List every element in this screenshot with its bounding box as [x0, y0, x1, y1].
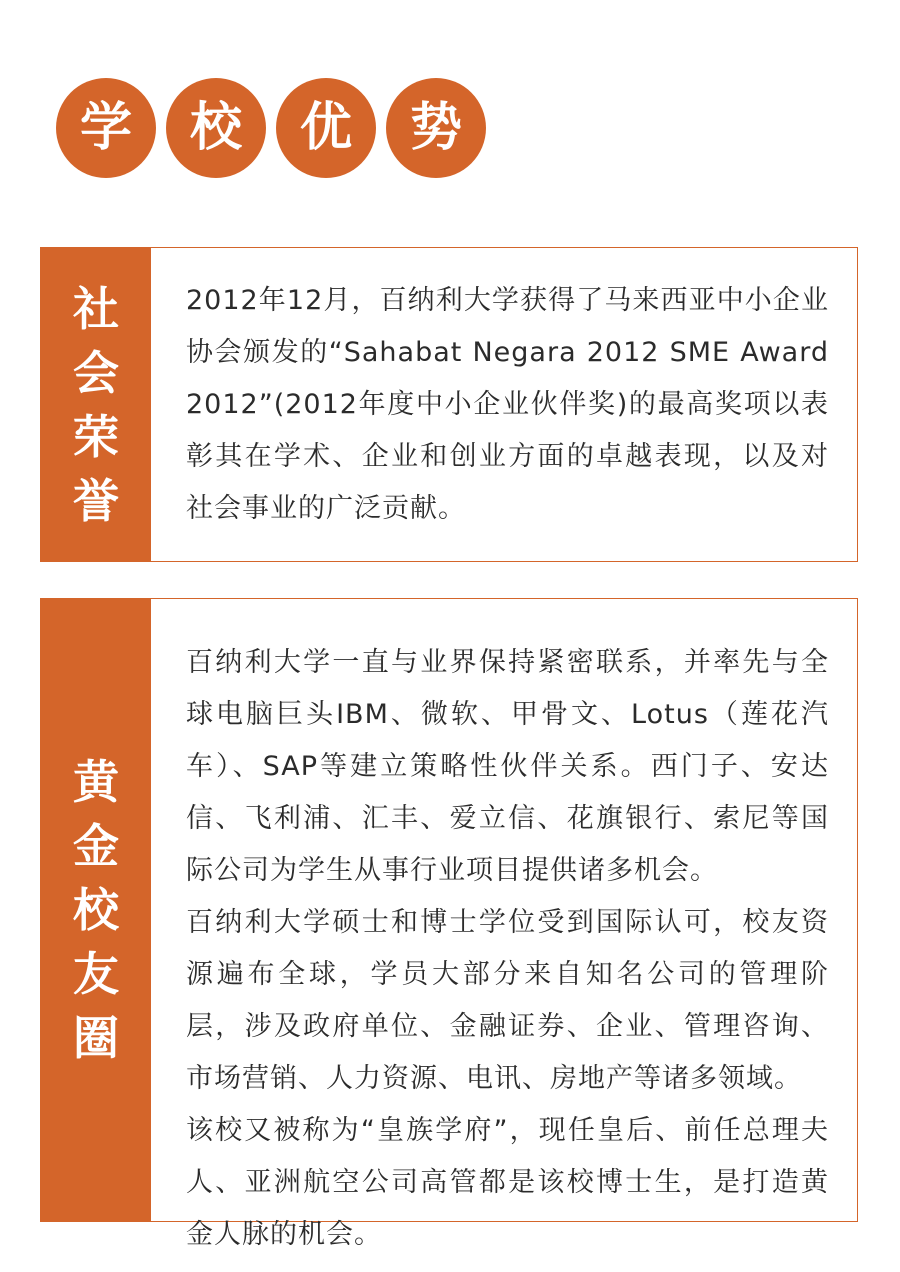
- section-golden-alumni: [40, 598, 858, 1250]
- section-label-char: 金: [73, 819, 119, 873]
- section-label-char: 荣: [73, 409, 119, 464]
- section-paragraph: 百纳利大学硕士和博士学位受到国际认可，校友资源遍布全球，学员大部分来自知名公司的管理阶层，涉及政府单位、金融证券、企业、管理咨询、市场营销、人力资源、电讯、房地产等诸多领域。: [186, 907, 829, 1094]
- title-char-circle: 优: [276, 78, 376, 178]
- section-label-char: 誉: [73, 473, 119, 528]
- section-label-char: 圈: [73, 1011, 119, 1065]
- section-label: [41, 599, 151, 1221]
- section-label-char: 社: [73, 281, 119, 336]
- section-social-honors: [40, 247, 858, 562]
- section-paragraph: 2012年12月，百纳利大学获得了马来西亚中小企业协会颁发的“Sahabat Negara 2012 SME Award 2012”(2012年度中小企业伙伴奖)的最高奖项以表彰其在学术、企业和创业方面的卓越表现，以及对社会事业的广泛贡献。: [186, 284, 829, 524]
- section-paragraph: 该校又被称为“皇族学府”，现任皇后、前任总理夫人、亚洲航空公司高管都是该校博士生，是打造黄金人脉的机会。: [186, 1115, 829, 1250]
- page-title: [56, 78, 486, 178]
- section-label-char: 校: [73, 883, 119, 937]
- section-body: [151, 248, 857, 561]
- section-label: [41, 248, 151, 561]
- title-char-circle: 势: [386, 78, 486, 178]
- section-label-char: 会: [73, 345, 119, 400]
- title-char-circle: 校: [166, 78, 266, 178]
- section-body: [151, 599, 857, 1250]
- section-paragraph: 百纳利大学一直与业界保持紧密联系，并率先与全球电脑巨头IBM、微软、甲骨文、Lotus（莲花汽车）、SAP等建立策略性伙伴关系。西门子、安达信、飞利浦、汇丰、爱立信、花旗银行、索尼等国际公司为学生从事行业项目提供诸多机会。: [186, 647, 829, 886]
- section-label-char: 友: [73, 947, 119, 1001]
- section-label-char: 黄: [73, 755, 119, 809]
- title-char-circle: 学: [56, 78, 156, 178]
